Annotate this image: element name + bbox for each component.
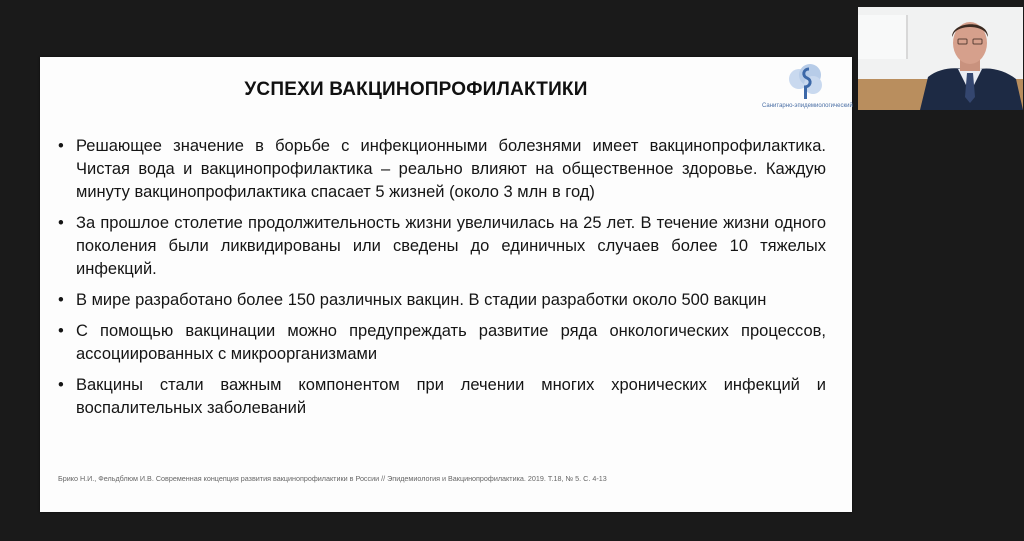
bullet-text: Решающее значение в борьбе с инфекционными болезнями имеет вакцинопрофилактика. Чистая вода и вакцинопрофилактика – реально влияют на общественное здоровье. Каждую минуту вакцинопрофилактика спасает 5 жизней (около 3 млн в год)	[76, 137, 826, 201]
presenter-avatar	[918, 15, 1023, 110]
bullet-marker: •	[58, 322, 64, 340]
bullet-text: В мире разработано более 150 различных вакцин. В стадии разработки около 500 вакцин	[76, 291, 767, 309]
bullet-text: За прошлое столетие продолжительность жизни увеличилась на 25 лет. В течение жизни одного поколения были ликвидированы или сведены до единичных случаев более 10 тяжелых инфекций.	[76, 214, 826, 278]
bullet-item	[58, 212, 826, 281]
presentation-slide	[40, 57, 852, 512]
bullet-marker: •	[58, 214, 64, 232]
bullet-item	[58, 135, 826, 204]
bullet-item	[58, 374, 826, 420]
bullet-marker: •	[58, 137, 64, 155]
bullet-text: Вакцины стали важным компонентом при лечении многих хронических инфекций и воспалительных заболеваний	[76, 376, 826, 417]
slide-title: УСПЕХИ ВАКЦИНОПРОФИЛАКТИКИ	[244, 79, 588, 100]
logo-caption: Санитарно-эпидемиологический	[762, 103, 853, 109]
bullet-item	[58, 320, 826, 366]
organization-logo	[762, 63, 853, 111]
bullet-list	[58, 135, 826, 428]
background-window	[858, 15, 908, 59]
bullet-marker: •	[58, 376, 64, 394]
bullet-text: С помощью вакцинации можно предупреждать развитие ряда онкологических процессов, ассоциированных с микроорганизмами	[76, 322, 826, 363]
bullet-marker: •	[58, 291, 64, 309]
presenter-video-tile[interactable]	[858, 7, 1023, 110]
source-citation: Брико Н.И., Фельдблюм И.В. Современная концепция развития вакцинопрофилактики в России // Эпидемиология и Вакцинопрофилактика. 2019. Т.18, № 5. С. 4-13	[58, 474, 607, 483]
bullet-item	[58, 289, 826, 312]
tree-logo-icon	[786, 63, 824, 101]
